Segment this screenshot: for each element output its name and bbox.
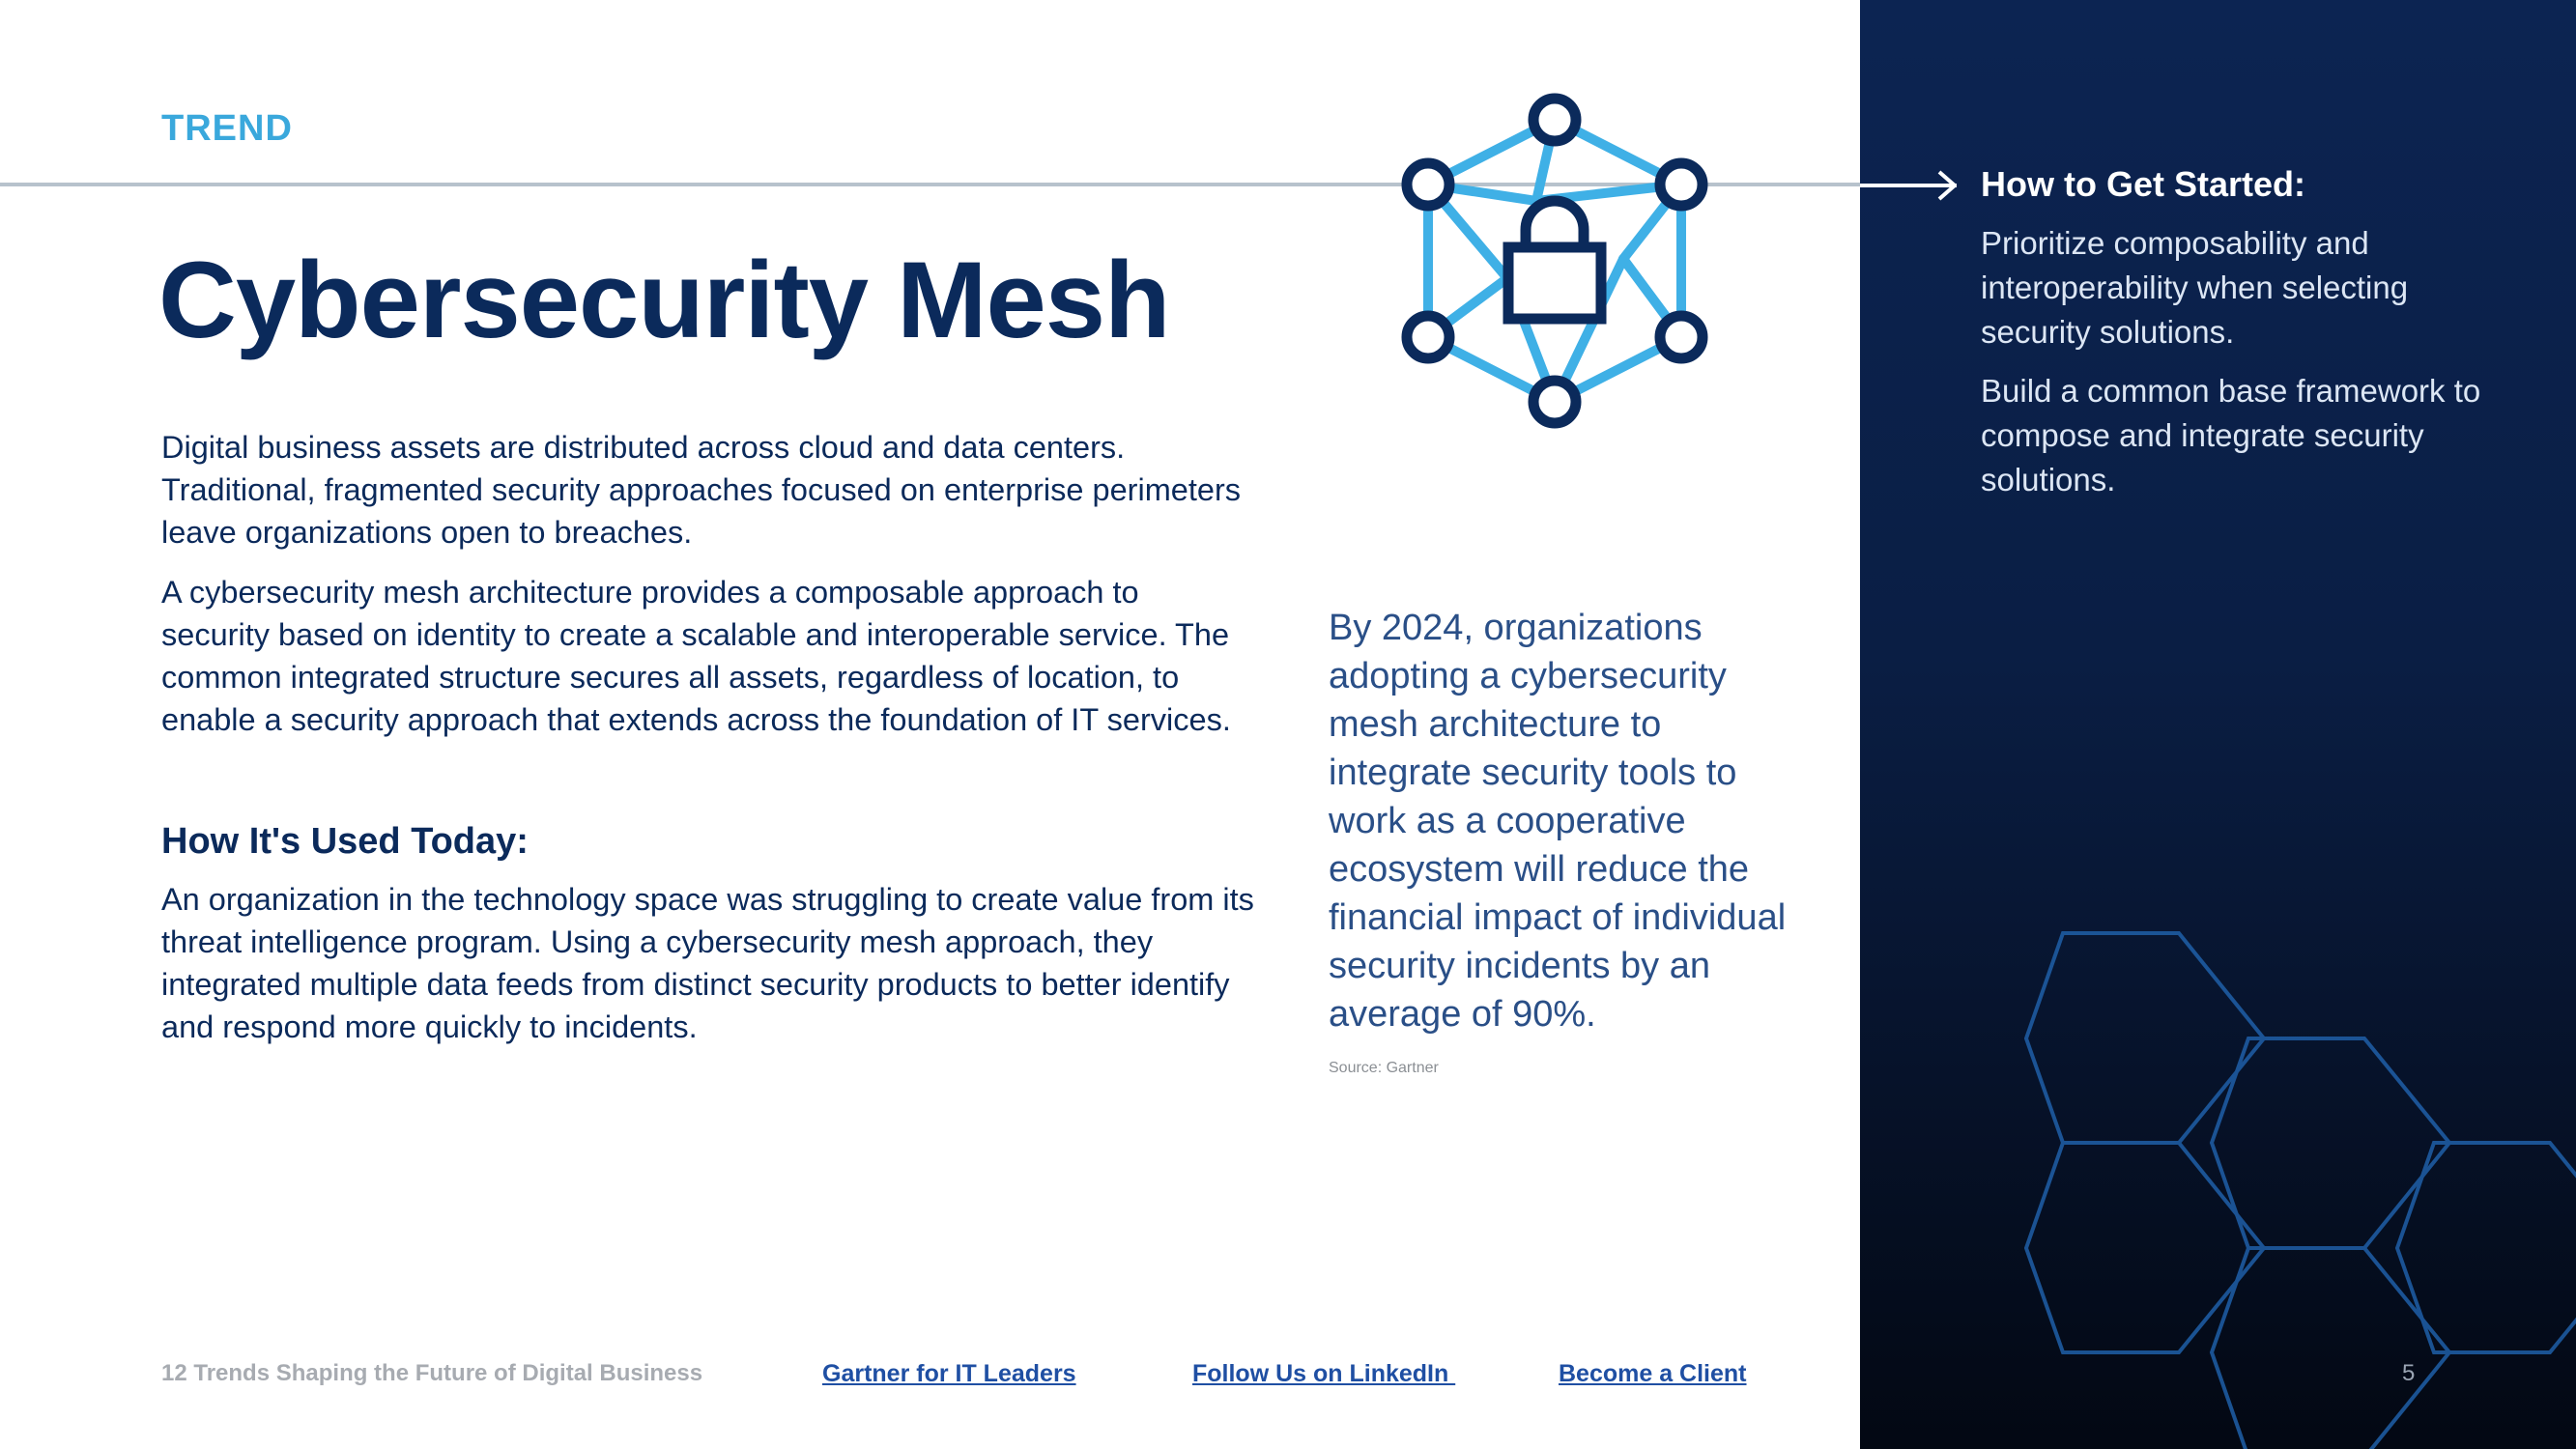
page-title: Cybersecurity Mesh bbox=[158, 240, 1170, 360]
footer-link-gartner-it-leaders[interactable]: Gartner for IT Leaders bbox=[822, 1360, 1076, 1387]
hexagon-shape bbox=[2026, 1143, 2264, 1352]
hexagon-shape bbox=[2212, 1038, 2449, 1248]
footer-link-linkedin[interactable]: Follow Us on LinkedIn bbox=[1192, 1360, 1456, 1387]
lock-shackle bbox=[1526, 201, 1584, 247]
section-label: TREND bbox=[161, 108, 293, 149]
intro-paragraph: Digital business assets are distributed across cloud and data centers. Traditional, fragmented security approaches focused on enterprise perimeters leave organizations open to breaches. bbox=[161, 430, 1242, 550]
get-started-item: Prioritize composability and interoperability when selecting security solutions. bbox=[1981, 225, 2409, 350]
get-started-item: Build a common base framework to compose and integrate security solutions. bbox=[1981, 373, 2481, 497]
network-lock-icon bbox=[1391, 85, 1739, 442]
footer-link-become-client[interactable]: Become a Client bbox=[1559, 1360, 1747, 1387]
page-number: 5 bbox=[2402, 1360, 2416, 1386]
get-started-heading: How to Get Started: bbox=[1981, 164, 2306, 204]
usage-heading: How It's Used Today: bbox=[161, 821, 529, 862]
callout-statistic: By 2024, organizations adopting a cybersecurity mesh architecture to integrate security tools to work as a cooperative ecosystem will reduce the financial impact of individual security incidents by an average of 90%. bbox=[1329, 608, 1787, 1035]
intro-paragraph: A cybersecurity mesh architecture provides a composable approach to security based on identity to create a scalable and interoperable service. The common integrated structure secures all assets, regardless of location, to enable a security approach that extends across the foundation of IT services. bbox=[161, 575, 1231, 737]
usage-paragraph: An organization in the technology space was struggling to create value from its threat intelligence program. Using a cybersecurity mesh approach, they integrated multiple data feeds from distinct security products to better identify and respond more quickly to incidents. bbox=[161, 882, 1254, 1044]
get-started-panel bbox=[1860, 0, 2576, 1449]
hexagon-shape bbox=[2026, 933, 2264, 1143]
footer-doc-title: 12 Trends Shaping the Future of Digital Business bbox=[161, 1360, 703, 1386]
hexagon-shape bbox=[2397, 1143, 2576, 1352]
hexagon-pattern bbox=[1860, 0, 2576, 1449]
arrow-right-icon bbox=[1860, 169, 1957, 202]
hexagon-shape bbox=[2212, 1248, 2449, 1449]
callout-source: Source: Gartner bbox=[1329, 1060, 1439, 1076]
lock-body bbox=[1508, 247, 1601, 319]
